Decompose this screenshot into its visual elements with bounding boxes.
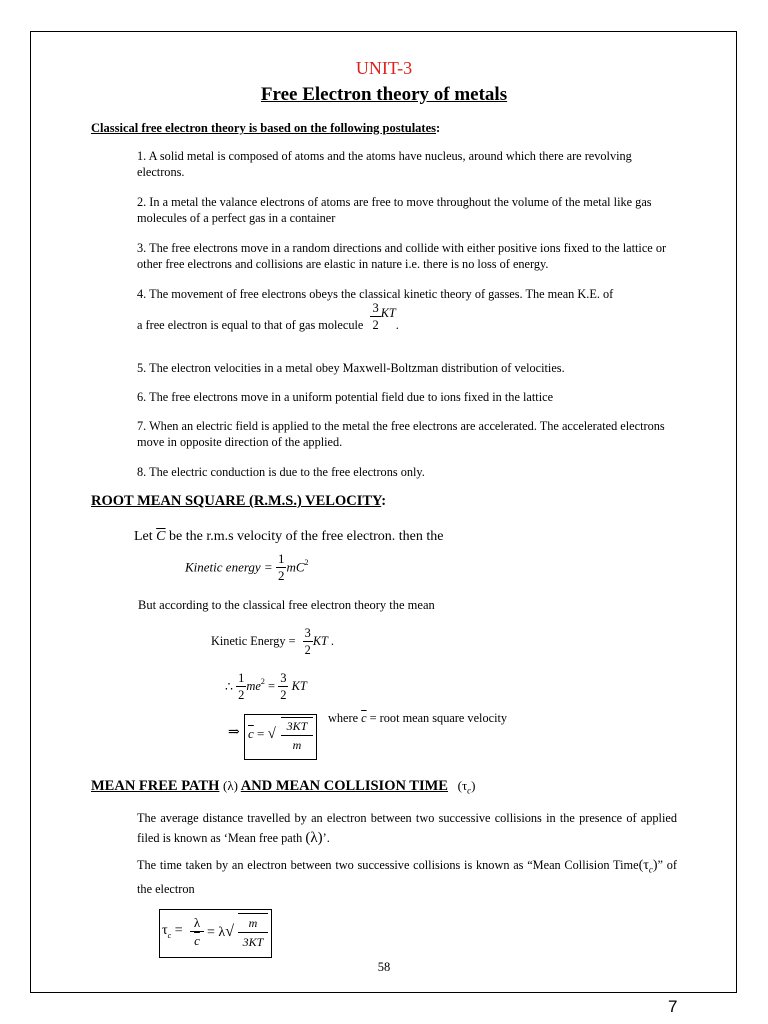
ke2-fraction: [303, 625, 313, 658]
result-m: m: [292, 738, 302, 752]
formula-c-den: c: [194, 933, 200, 948]
mfp-para1-text: The average distance travelled by an electron between two successive collisions in the presence of applied filed is known as ‘Mean free path: [137, 811, 677, 845]
postulate-6: 6. The free electrons move in a uniform potential field due to ions fixed in the lattice: [137, 390, 554, 404]
mfp-paragraph-1: [137, 808, 677, 848]
implies-symbol: ⇒: [228, 725, 240, 740]
mfp-para2-text: The time taken by an electron between two successive collisions is known as “Mean Collision Time: [137, 858, 639, 872]
ke-equation-1: [185, 551, 309, 584]
mfp-para1-symbol: (λ): [305, 830, 323, 846]
ke2-kt: KT: [312, 634, 328, 648]
eq3-half: [236, 670, 246, 703]
formula-left: [162, 923, 183, 940]
postulates-heading-text: Classical free electron theory is based on the following postulates: [91, 121, 437, 135]
rms-result-formula: $\overline{c}$ = √: [248, 726, 276, 742]
ke2-den: 2: [304, 643, 311, 657]
eq3-equals: =: [268, 679, 276, 693]
ke2-num: 3: [304, 626, 311, 640]
ke-equation-2: Kinetic Energy = $\frac{3}{2}$ KT .: [211, 626, 335, 657]
formula-lambda-over-c: [190, 914, 204, 949]
formula-tau-sub: c: [167, 930, 172, 940]
half-num: 1: [277, 551, 285, 566]
postulate-4-continuation: a free electron is equal to that of gas molecule: [137, 318, 364, 332]
postulate-2: 2. In a metal the valance electrons of atoms are free to move throughout the volume of the metal like gas molecules of a perfect gas in a container: [137, 195, 652, 225]
mfp-para2-end: ” of the electron: [137, 858, 677, 897]
result-3kt: 3KT: [281, 718, 313, 736]
c-bar-symbol: $\overline{C}$: [156, 529, 166, 544]
formula-lambda-num: λ: [190, 914, 204, 932]
page-number: 58: [377, 960, 391, 974]
rms-let-line: [134, 529, 443, 545]
postulates-heading-colon: :: [436, 121, 441, 135]
eq3-three: 3: [280, 671, 287, 685]
mfp-heading-text: MEAN FREE PATH: [91, 778, 220, 794]
mc-term: mC: [286, 559, 305, 575]
postulate-1: 1. A solid metal is composed of atoms and the atoms have nucleus, around which there are revolving electrons.: [137, 149, 632, 179]
result-sqrt-content: [281, 717, 313, 754]
eq3-half-num: 1: [238, 671, 245, 685]
postulates-heading: [91, 121, 440, 136]
tau-open: (τ: [457, 778, 468, 793]
tau-symbol: [457, 778, 476, 796]
me-term: me: [246, 679, 261, 693]
where-c-bar: $\overline{c}$: [361, 711, 367, 725]
collision-time-formula-box: [159, 909, 272, 958]
fraction-denominator: 2: [372, 318, 379, 332]
fraction-numerator: 3: [372, 301, 379, 315]
rms-heading: [91, 493, 386, 510]
mfp-para2-subscript: c: [648, 864, 653, 875]
postulate-4: 4. The movement of free electrons obeys the classical kinetic theory of gasses. The mean K.E. of: [137, 287, 614, 301]
half-fraction: [276, 551, 287, 584]
squared-exponent: 2: [304, 558, 309, 568]
tau-close: ): [471, 778, 476, 793]
ke2-label: Kinetic Energy =: [211, 634, 296, 648]
mfp-heading: [91, 778, 476, 796]
formula-tau: τ: [162, 923, 168, 938]
mfp-para2-symbol: (τ: [638, 858, 649, 873]
formula-eq1: =: [174, 923, 183, 938]
eq3-half-den: 2: [238, 688, 245, 702]
rms-heading-colon: :: [381, 493, 387, 509]
eq3-three-halves: [278, 670, 288, 703]
page-title: Free Electron theory of metals: [260, 84, 508, 105]
eq3-two: 2: [280, 688, 287, 702]
mfp-heading-text-2: AND MEAN COLLISION TIME: [240, 778, 448, 794]
unit-label: UNIT-3: [355, 58, 413, 78]
postulate-8: 8. The electric conduction is due to the free electrons only.: [137, 465, 425, 479]
therefore-symbol: ∴: [225, 679, 233, 694]
tau-subscript: c: [467, 785, 472, 796]
formula-mid: = λ√: [207, 923, 234, 940]
formula-m: m: [238, 914, 268, 933]
let-prefix: Let: [134, 529, 153, 544]
where-note: [328, 711, 507, 726]
formula-sqrt-content: [238, 913, 268, 951]
kt-symbol: KT: [380, 306, 396, 321]
corner-page-number: 7: [668, 997, 678, 1016]
me-exponent: 2: [260, 677, 265, 687]
rms-result-box: [244, 714, 317, 760]
postulate-3: 3. The free electrons move in a random directions and collide with either positive ions fixed to the lattice or other free electrons and collisions are elastic in nature i.e. there is no loss of energy.: [137, 241, 667, 271]
but-text: But according to the classical free electron theory the mean: [138, 598, 435, 612]
eq3-kt: KT: [291, 679, 307, 693]
mfp-para2-close: ): [652, 858, 658, 873]
postulate-5: 5. The electron velocities in a metal obey Maxwell-Boltzman distribution of velocities.: [137, 361, 565, 375]
let-suffix: be the r.m.s velocity of the free electron. then the: [169, 529, 444, 544]
postulate-4-formula-line: [137, 300, 399, 333]
mfp-paragraph-2: [137, 855, 677, 899]
lambda-symbol: (λ): [222, 778, 238, 793]
where-suffix: = root mean square velocity: [369, 711, 508, 725]
ke-label: Kinetic energy =: [185, 559, 273, 575]
three-halves-fraction: [370, 300, 380, 333]
rms-heading-text: ROOT MEAN SQUARE (R.M.S.) VELOCITY: [91, 493, 382, 509]
where-label: where: [328, 711, 359, 725]
mfp-para1-end: ’.: [322, 831, 330, 845]
formula-lambda: λ: [218, 925, 226, 940]
formula-eq2: =: [207, 925, 215, 940]
result-equals: =: [257, 726, 265, 741]
mean-ke-formula: $\frac{3}{2}$ KT.: [372, 301, 399, 333]
half-den: 2: [277, 568, 285, 583]
ke-equation-3: [225, 670, 307, 703]
formula-3kt: 3KT: [242, 935, 264, 949]
postulate-7: 7. When an electric field is applied to the metal the free electrons are accelerated. The accelerated electrons move in opposite direction of the applied.: [137, 419, 665, 449]
result-c-bar: $\overline{c}$: [248, 726, 254, 741]
